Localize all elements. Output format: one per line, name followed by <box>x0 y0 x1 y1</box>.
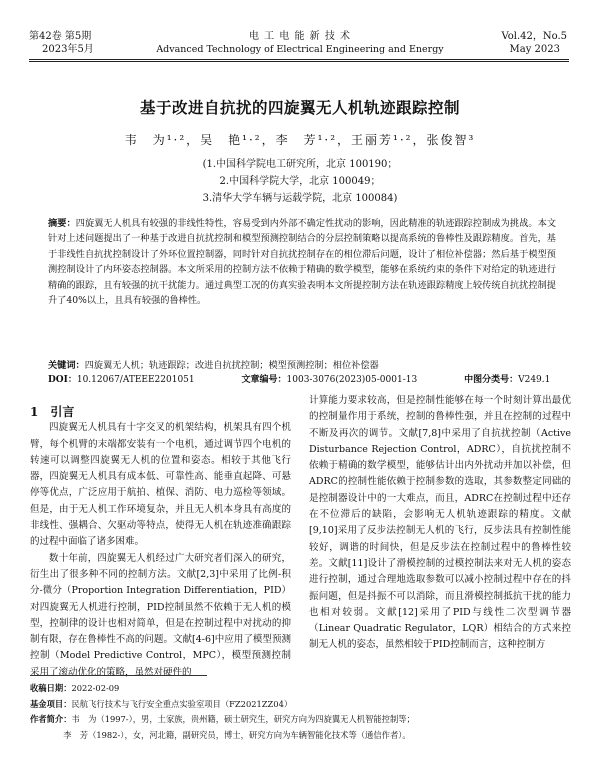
footnote-text: 2022-02-09 <box>71 683 120 693</box>
footnote-separator <box>30 675 207 676</box>
footnote-label: 收稿日期： <box>30 683 72 693</box>
footnote-fund <box>30 697 575 713</box>
footnotes <box>30 681 575 743</box>
footnote-received <box>30 681 575 697</box>
header-journal-cn: 电 工 电 能 新 技 术 <box>248 31 352 42</box>
doi-value: 10.12067/ATEEE2201051 <box>76 375 195 385</box>
footnote-text: 李 芳（1982-），女，河北籍，副研究员，博士，研究方向为车辆智能化技术等（通信作者）。 <box>30 729 411 740</box>
intro-paragraph-1: 四旋翼无人机具有十字交叉的机架结构，机架具有四个机臂，每个机臂的末端都安装有一个电机，通过调节四个电机的转速可以调整四旋翼无人机的位置和姿态。相较于其他飞行器，四旋翼无人机具有成本低、可靠性高、能垂直起降、可悬停等优点，广泛应用于航拍、植保、消防、电力巡检等领域。但是，由于无人机工作环境复杂，并且无人机本身具有高度的非线性、强耦合、欠驱动等特点，使得无人机在轨迹准确跟踪的过程中面临了诸多困难。 <box>30 422 291 548</box>
left-column <box>30 404 291 681</box>
intro-paragraph-continued: 计算能力要求较高，但是控制性能够在每一个时刻计算出最优的控制量作用于系统，控制的鲁棒性强，并且在控制的过程中不断及再次的调节。文献[7,8]中采用了自抗扰控制（Active Disturbance Rejection Control，ADRC），自抗扰控制不依赖于精确的数学模型，能够估计出内外扰动并加以补偿，但ADRC的控制性能依赖于控制参数的选取，其参数整定同础的是控制器设计中的一大难点，而且，ADRC在控制过程中还存在不位滞后的缺陷，会影响无人机轨迹跟踪的精度。文献[9,10]采用了反步法控制无人机的飞行，反步法具有控制性能较好，调谐的时间快，但是反步法在控制过程中的鲁棒性较差。文献[11]设计了滑模控制的过模控制法来对无人机的姿态进行控制，通过合理地选取参数可以减小控制过程中存在的抖振问题，但是抖振不可以消除，而且滑模控制抵抗干扰的能力也相对较弱。文献[12]采用了PID与线性二次型调节器（Linear Quadratic Regulator，LQR）相结合的方式来控制无人机的姿态，虽然相较于PID控制而言，这种控制方 <box>309 395 571 651</box>
affiliation-2: 2.中国科学院大学，北京 100049； <box>219 176 381 187</box>
header-volume-issue: 第42卷 第5期 <box>29 31 92 42</box>
right-column <box>309 393 571 654</box>
abstract-label: 摘要： <box>48 218 76 229</box>
header-date: 2023年5月 <box>42 44 94 55</box>
header-volume-en: Vol.42，No.5 <box>501 31 567 42</box>
keywords-text: 四旋翼无人机；轨迹跟踪；改进自抗扰控制；模型预测控制；相位补偿器 <box>84 360 379 371</box>
abstract <box>48 216 556 308</box>
article-id-label: 文章编号： <box>241 375 287 385</box>
paper-title: 基于改进自抗扰的四旋翼无人机轨迹跟踪控制 <box>139 98 460 117</box>
footnote-text: 民航飞行技术与飞行安全重点实验室项目（FZ2021ZZ04） <box>71 698 293 709</box>
affiliation-1: (1.中国科学院电工研究所，北京 100190； <box>202 159 398 170</box>
footnote-label: 基金项目： <box>30 698 72 709</box>
doi-label: DOI： <box>48 375 77 385</box>
footnote-label: 作者简介： <box>30 714 72 725</box>
affiliations <box>0 156 600 207</box>
footnote-text: 韦 为（1997-），男，土家族，贵州籍，硕士研究生，研究方向为四旋翼无人机智能控制等； <box>71 714 415 725</box>
affiliation-3: 3.清华大学车辆与运载学院，北京 100084) <box>202 193 398 204</box>
article-meta <box>48 372 558 385</box>
section-heading: 1 引言 <box>30 405 75 419</box>
keywords <box>48 357 558 371</box>
footnote-author-2 <box>30 728 575 744</box>
author-list: 韦 为¹·²，吴 艳¹·²，李 芳¹·²，王丽芳¹·²，张俊智³ <box>124 133 476 147</box>
article-id-value: 1003-3076(2023)05-0001-13 <box>286 375 418 385</box>
header-journal-en: Advanced Technology of Electrical Engineering and Energy <box>156 44 444 55</box>
header-rule <box>29 59 569 60</box>
header-date-en: May 2023 <box>509 44 560 55</box>
footnote-author-1 <box>30 712 575 728</box>
classification-value: V249.1 <box>518 375 551 385</box>
keywords-label: 关键词： <box>48 360 85 371</box>
classification-label: 中图分类号： <box>464 375 519 385</box>
header-rule-thin <box>29 61 569 62</box>
abstract-text: 四旋翼无人机具有较强的非线性特性，容易受到内外部不确定性扰动的影响，因此精准的轨迹跟踪控制成为挑战。本文针对上述问题提出了一种基于改进自抗扰控制和模型预测控制结合的分层控制策略以提高系统的鲁棒性及跟踪精度。首先，基于非线性自抗扰控制设计了外环位置控制器，同时针对自抗扰控制存在的相位滞后问题，设计了相位补偿器；然后基于模型预测控制设计了内环姿态控制器。本文所采用的控制方法不依赖于精确的数学模型，能够在系统约束的条件下对给定的轨迹进行精确的跟踪，且有较强的抗干扰能力。通过典型工况的仿真实验表明本文所提控制方法在轨迹跟踪精度上较传统自抗扰控制提升了40%以上，且具有较强的鲁棒性。 <box>48 218 557 307</box>
intro-paragraph-2: 数十年前，四旋翼无人机经过广大研究者们深入的研究，衍生出了很多种不同的控制方法。文献[2,3]中采用了比例-积分-微分（Proportion Integration Differentiation，PID）对四旋翼无人机进行控制，PID控制虽然不依赖于无人机的模型，控制律的设计也相对简单，但是在控制过程中对扰动的抑制有限，存在鲁棒性不高的问题。文献[4-6]中应用了模型预测控制（Model Predictive Control，MPC），模型预测控制采用了滚动优化的策略，虽然对硬件的 <box>30 552 291 678</box>
